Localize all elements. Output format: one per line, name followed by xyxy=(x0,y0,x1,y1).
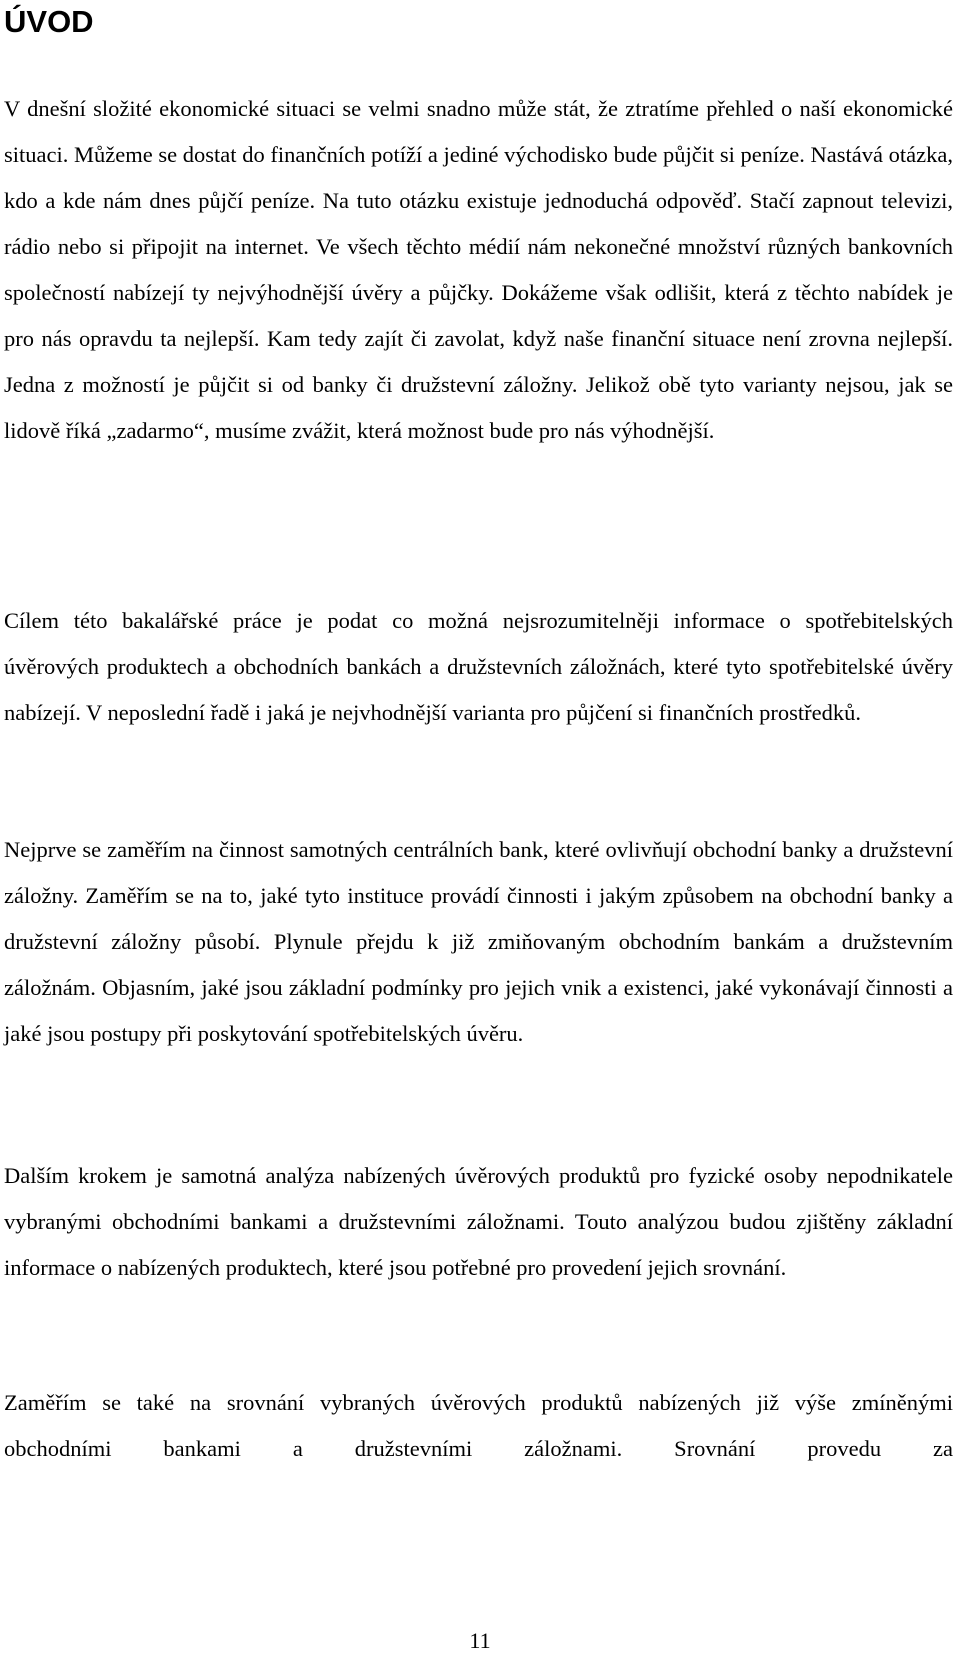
paragraph-analysis: Dalším krokem je samotná analýza nabízených úvěrových produktů pro fyzické osoby nepodnikatele vybranými obchodními bankami a družstevními záložnami. Touto analýzou budou zjištěny základní informace o nabízených produktech, které jsou potřebné pro provedení jejich srovnání. xyxy=(4,1163,953,1280)
section-heading: ÚVOD xyxy=(4,4,94,39)
paragraph-comparison: Zaměřím se také na srovnání vybraných úvěrových produktů nabízených již výše zmíněnými obchodními bankami a družstevními záložnami. Srovnání provedu za xyxy=(4,1390,953,1461)
page-number: 11 xyxy=(469,1628,491,1653)
paragraph-goal: Cílem této bakalářské práce je podat co možná nejsrozumitelněji informace o spotřebitelských úvěrových produktech a obchodních bankách a družstevních záložnách, které tyto spotřebitelské úvěry nabízejí. V neposlední řadě i jaká je nejvhodnější varianta pro půjčení si finančních prostředků. xyxy=(4,608,953,725)
paragraph-central-banks: Nejprve se zaměřím na činnost samotných centrálních bank, které ovlivňují obchodní banky a družstevní záložny. Zaměřím se na to, jaké tyto instituce provádí činnosti i jakým způsobem na obchodní banky a družstevní záložny působí. Plynule přejdu k již zmiňovaným obchodním bankám a družstevním záložnám. Objasním, jaké jsou základní podmínky pro jejich vnik a existenci, jaké vykonávají činnosti a jaké jsou postupy při poskytování spotřebitelských úvěru. xyxy=(4,837,953,1046)
paragraph-intro: V dnešní složité ekonomické situaci se velmi snadno může stát, že ztratíme přehled o naší ekonomické situaci. Můžeme se dostat do finančních potíží a jediné východisko bude půjčit si peníze. Nastává otázka, kdo a kde nám dnes půjčí peníze. Na tuto otázku existuje jednoduchá odpověď. Stačí zapnout televizi, rádio nebo si připojit na internet. Ve všech těchto médií nám nekonečné množství různých bankovních společností nabízejí ty nejvýhodnější úvěry a půjčky. Dokážeme však odlišit, která z těchto nabídek je pro nás opravdu ta nejlepší. Kam tedy zajít či zavolat, když naše finanční situace není zrovna nejlepší. Jedna z možností je půjčit si od banky či družstevní záložny. Jelikož obě tyto varianty nejsou, jak se lidově říká „zadarmo“, musíme zvážit, která možnost bude pro nás výhodnější. xyxy=(4,96,953,443)
